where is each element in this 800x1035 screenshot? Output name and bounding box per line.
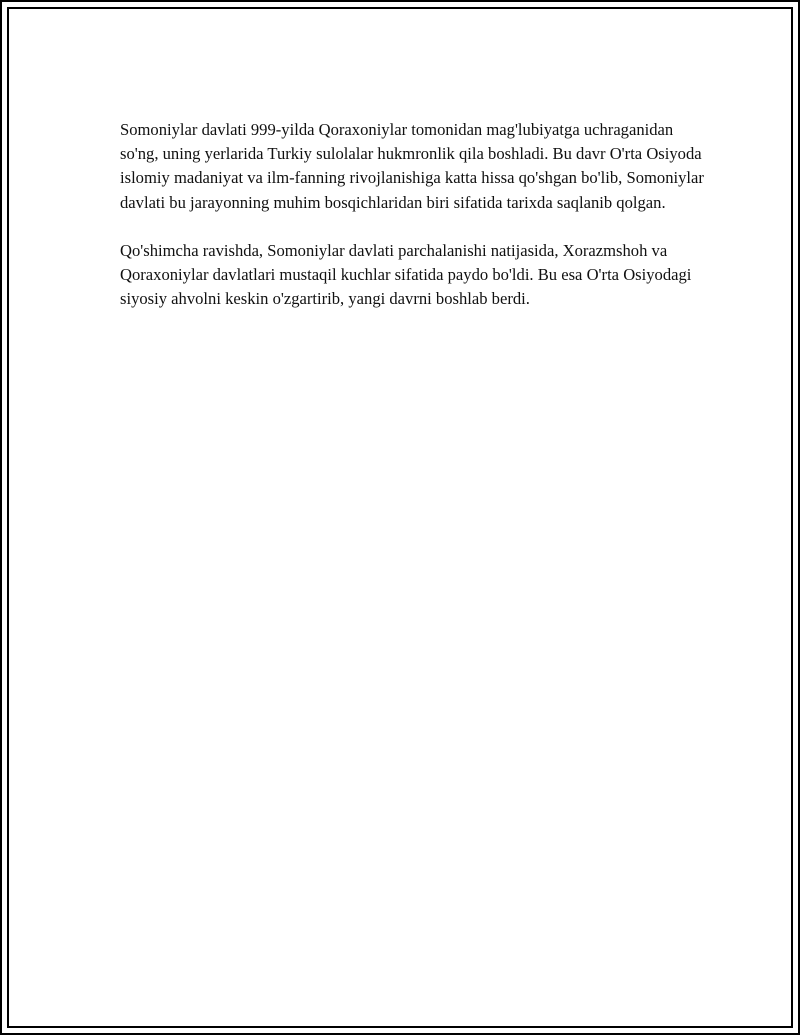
document-body bbox=[120, 118, 705, 335]
paragraph-1: Somoniylar davlati 999-yilda Qoraxoniylar tomonidan mag'lubiyatga uchraganidan so'ng, uning yerlarida Turkiy sulolalar hukmronlik qila boshladi. Bu davr O'rta Osiyoda islomiy madaniyat va ilm-fanning rivojlanishiga katta hissa qo'shgan bo'lib, Somoniylar davlati bu jarayonning muhim bosqichlaridan biri sifatida tarixda saqlanib qolgan. bbox=[120, 120, 704, 212]
paragraph-2: Qo'shimcha ravishda, Somoniylar davlati parchalanishi natijasida, Xorazmshoh va Qoraxoniylar davlatlari mustaqil kuchlar sifatida paydo bo'ldi. Bu esa O'rta Osiyodagi siyosiy ahvolni keskin o'zgartirib, yangi davrni boshlab berdi. bbox=[120, 240, 692, 309]
